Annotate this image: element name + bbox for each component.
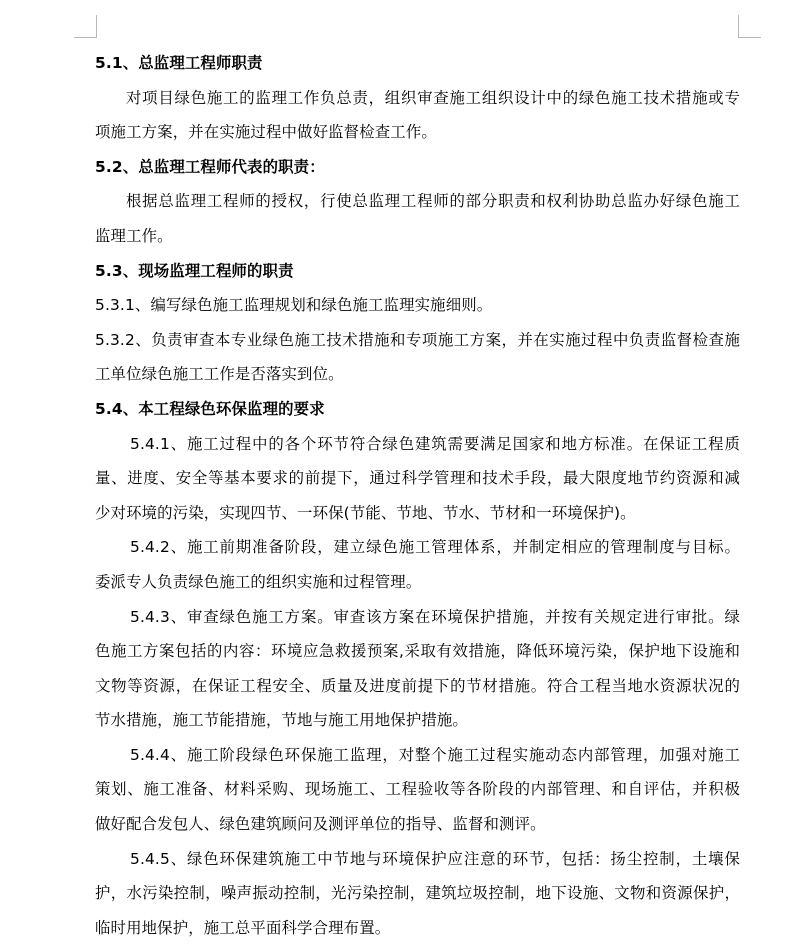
paragraph-line: 策划、施工准备、材料采购、现场施工、工程验收等各阶段的内部管理、和自评估，并积极: [95, 780, 740, 799]
paragraph-line: 5.4.4、施工阶段绿色环保施工监理，对整个施工过程实施动态内部管理，加强对施工: [130, 745, 740, 764]
paragraph-line: 根据总监理工程师的授权，行使总监理工程师的部分职责和权利协助总监办好绿色施工: [126, 192, 740, 211]
crop-mark-top-right: [738, 15, 761, 38]
paragraph-line: 护，水污染控制，噪声振动控制，光污染控制，建筑垃圾控制，地下设施、文物和资源保护，: [95, 884, 740, 903]
paragraph-line: 工单位绿色施工工作是否落实到位。: [95, 365, 344, 384]
heading-5-3: 5.3、现场监理工程师的职责: [95, 261, 294, 280]
paragraph-line: 少对环境的污染，实现四节、一环保(节能、节地、节水、节材和一环境保护)。: [95, 503, 636, 522]
crop-mark-top-left: [74, 15, 97, 38]
paragraph-line: 做好配合发包人、绿色建筑顾问及测评单位的指导、监督和测评。: [95, 815, 546, 834]
paragraph-line: 监理工作。: [95, 226, 173, 245]
paragraph-line: 对项目绿色施工的监理工作负总责，组织审查施工组织设计中的绿色施工技术措施或专: [126, 88, 740, 107]
paragraph-line: 色施工方案包括的内容：环境应急救援预案,采取有效措施，降低环境污染，保护地下设施和: [95, 642, 740, 661]
paragraph-line: 5.3.2、负责审查本专业绿色施工技术措施和专项施工方案，并在实施过程中负责监督检查施: [95, 330, 740, 349]
paragraph-line: 5.4.2、施工前期准备阶段，建立绿色施工管理体系，并制定相应的管理制度与目标。: [130, 538, 740, 557]
paragraph-line: 5.4.5、绿色环保建筑施工中节地与环境保护应注意的环节，包括：扬尘控制，土壤保: [130, 849, 740, 868]
paragraph-line: 项施工方案，并在实施过程中做好监督检查工作。: [95, 123, 437, 142]
paragraph-line: 文物等资源，在保证工程安全、质量及进度前提下的节材措施。符合工程当地水资源状况的: [95, 676, 740, 695]
paragraph-line: 临时用地保护，施工总平面科学合理布置。: [95, 918, 391, 937]
paragraph-line: 5.4.1、施工过程中的各个环节符合绿色建筑需要满足国家和地方标准。在保证工程质: [130, 434, 740, 453]
paragraph-line: 5.4.3、审查绿色施工方案。审查该方案在环境保护措施，并按有关规定进行审批。绿: [130, 607, 740, 626]
heading-5-1: 5.1、总监理工程师职责: [95, 54, 263, 72]
paragraph-line: 委派专人负责绿色施工的组织实施和过程管理。: [95, 572, 422, 591]
heading-5-4: 5.4、本工程绿色环保监理的要求: [95, 399, 325, 418]
paragraph-line: 节水措施，施工节能措施，节地与施工用地保护措施。: [95, 711, 468, 730]
paragraph-line: 量、进度、安全等基本要求的前提下，通过科学管理和技术手段，最大限度地节约资源和减: [95, 469, 740, 488]
heading-5-2: 5.2、总监理工程师代表的职责：: [95, 157, 325, 176]
document-body[interactable]: [95, 46, 740, 945]
paragraph-line: 5.3.1、编写绿色施工监理规划和绿色施工监理实施细则。: [95, 296, 493, 315]
